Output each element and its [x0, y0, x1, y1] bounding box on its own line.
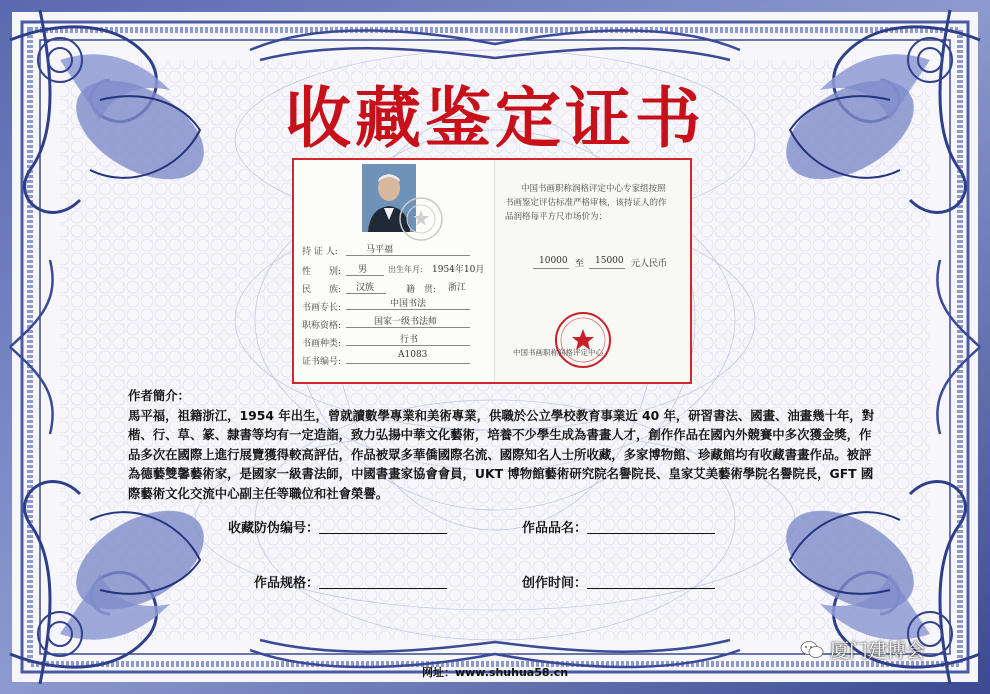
birth-value: 1954年10月 [432, 265, 485, 275]
author-bio [128, 386, 880, 504]
watermark [800, 636, 970, 664]
credential-card-photo [292, 158, 692, 384]
bio-text: 馬平福，祖籍浙江，1954 年出生，曾就讀數學專業和美術專業，供職於公立學校教育事業近 40 年，研習書法、國畫、油畫幾十年，對楷、行、草、篆、隸書等均有一定造詣，致力弘揚中華文化藝術，培養不少學生成為書畫人才，創作作品在國內外競賽中多次獲金獎，作品多次在國際上進行展覽獲得較高評估，作品被眾多華僑國際名流、國際知名人士所收藏，多家博物館、珍藏館均有收藏書畫作品。被評為德藝雙馨藝術家，是國家一級書法師，中國書畫家協會會員，UKT 博物館藝術研究院名譽院長、皇家艾美藝術學院名譽院長，GFT 國際藝術文化交流中心副主任等職位和社會榮譽。 [128, 407, 875, 501]
creation-time-blank [587, 574, 715, 589]
creation-time-field [522, 572, 715, 591]
artwork-name-label: 作品品名： [522, 521, 588, 536]
spec-blank [319, 574, 447, 589]
origin-value: 浙江 [448, 283, 467, 293]
category-label: 书画种类: [302, 339, 342, 349]
ethnicity-value: 汉族 [356, 283, 375, 293]
website-text: 网址：www.shuhua58.cn [421, 666, 569, 679]
red-seal-icon [553, 310, 613, 370]
artwork-name-field [522, 517, 715, 536]
artwork-name-blank [587, 519, 715, 534]
birth-label: 出生年月: [388, 265, 423, 274]
bio-heading: 作者簡介： [128, 388, 190, 403]
specialty-label: 书画专长: [302, 303, 342, 313]
specialty-value: 中国书法 [390, 299, 427, 309]
price-max: 15000 [595, 256, 624, 266]
card-left-page [294, 160, 494, 382]
price-to: 至 [575, 259, 585, 269]
category-value: 行书 [400, 335, 419, 345]
anti-fake-number-field [228, 517, 447, 536]
issuer-name: 中国书画职称润格评定中心 [513, 348, 603, 357]
creation-time-label: 创作时间： [522, 576, 588, 591]
statement-line-2: 书画鉴定评估标准严格审核，该持证人的作 [505, 198, 667, 208]
ethnicity-label: 民 族: [302, 285, 342, 295]
anti-fake-number-blank [319, 519, 447, 534]
embossed-seal-icon [398, 196, 444, 242]
gender-value: 男 [358, 265, 368, 275]
cert-number-label: 证书编号: [302, 357, 342, 367]
price-min: 10000 [539, 256, 568, 266]
watermark-text: 厦门建博会 [830, 640, 926, 662]
spec-field [254, 572, 447, 591]
statement-line-1: 中国书画职称润格评定中心专家组按照 [521, 184, 666, 194]
chat-bubble-icon [800, 640, 824, 660]
card-right-page [494, 160, 691, 382]
origin-label: 籍 贯: [406, 285, 437, 295]
qualification-value: 国家一级书法师 [374, 317, 438, 327]
anti-fake-number-label: 收藏防伪编号： [228, 521, 320, 536]
qualification-label: 职称资格: [302, 321, 342, 331]
spec-label: 作品规格： [254, 576, 320, 591]
holder-label: 持 证 人: [302, 247, 338, 257]
certificate-title: 收藏鉴定证书 [285, 79, 705, 157]
holder-value: 马平福 [366, 245, 394, 255]
cert-number-value: A1083 [398, 350, 428, 360]
statement-line-3: 品润格每平方尺市场价为： [505, 212, 608, 222]
price-unit: 元人民币 [631, 259, 668, 269]
gender-label: 性 别: [302, 267, 342, 277]
